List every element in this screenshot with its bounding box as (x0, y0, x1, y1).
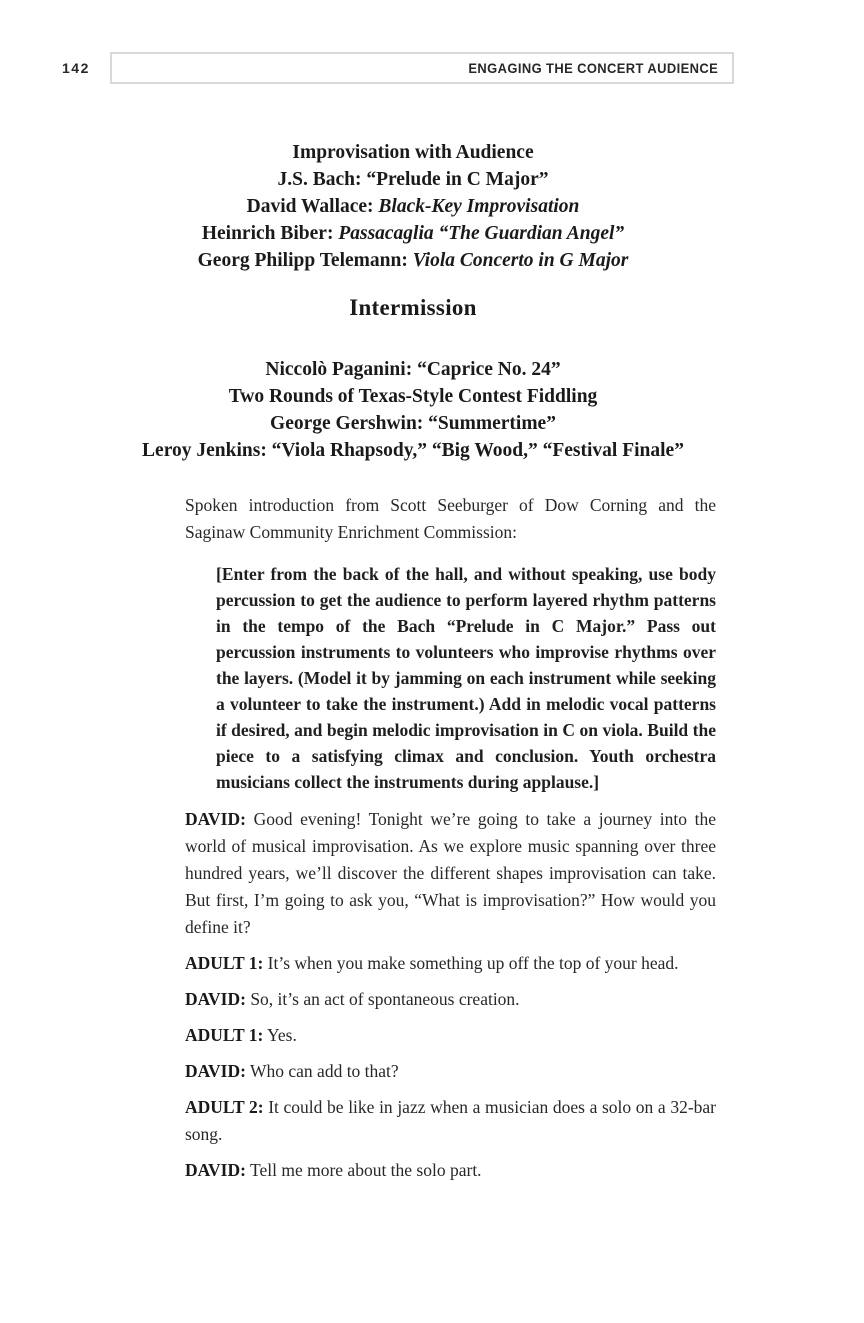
dialogue-text: Who can add to that? (250, 1061, 399, 1081)
program-line: George Gershwin: “Summertime” (270, 413, 556, 434)
speaker-label: ADULT 1: (185, 953, 264, 973)
dialogue-text: So, it’s an act of spontaneous creation. (250, 989, 520, 1009)
dialogue-text: Tell me more about the solo part. (250, 1160, 482, 1180)
dialogue-paragraph (185, 806, 716, 941)
dialogue-paragraph (185, 950, 716, 977)
dialogue-paragraph (185, 1094, 716, 1148)
speaker-label: DAVID: (185, 1160, 246, 1180)
dialogue-paragraph (185, 1022, 716, 1049)
intro-paragraph: Spoken introduction from Scott Seeburger of Dow Corning and the Saginaw Community Enrichment Commission: (185, 495, 716, 542)
body-text-column (185, 492, 716, 1184)
program-line: Two Rounds of Texas-Style Contest Fiddling (228, 386, 598, 407)
speaker-label: ADULT 1: (185, 1025, 264, 1045)
program-part1 (58, 139, 768, 274)
speaker-label: ADULT 2: (185, 1097, 264, 1117)
program-line: David Wallace: Black-Key Improvisation (246, 196, 580, 217)
dialogue-paragraph (185, 1157, 716, 1184)
dialogue-paragraph (185, 1058, 716, 1085)
intermission-heading: Intermission (349, 295, 477, 320)
program-line: Leroy Jenkins: “Viola Rhapsody,” “Big Wood,” “Festival Finale” (142, 440, 684, 461)
dialogue-text: Yes. (267, 1025, 297, 1045)
speaker-label: DAVID: (185, 1061, 246, 1081)
program-line: Improvisation with Audience (292, 142, 534, 163)
dialogue-text: Good evening! Tonight we’re going to take a journey into the world of musical improvisation. As we explore music spanning over three hundred years, we’ll discover the different shapes improvisation can take. But first, I’m going to ask you, “What is improvisation?” How would you define it? (185, 809, 717, 937)
speaker-label: DAVID: (185, 989, 246, 1009)
dialogue-text: It’s when you make something up off the top of your head. (267, 953, 679, 973)
program-line: Heinrich Biber: Passacaglia “The Guardian Angel” (201, 223, 625, 244)
program-line: Niccolò Paganini: “Caprice No. 24” (265, 359, 561, 380)
program-line: Georg Philipp Telemann: Viola Concerto in G Major (197, 250, 629, 271)
speaker-label: DAVID: (185, 809, 246, 829)
stage-direction: [Enter from the back of the hall, and without speaking, use body percussion to get the audience to perform layered rhythm patterns in the tempo of the Bach “Prelude in C Major.” Pass out percussion instruments to volunteers who improvise rhythms over the layers. (Model it by jamming on each instrument while seeking a volunteer to take the instrument.) Add in melodic vocal patterns if desired, and begin melodic improvisation in C on viola. Build the piece to a satisfying climax and conclusion. Youth orchestra musicians collect the instruments during applause.] (216, 564, 716, 792)
program-part2 (58, 356, 768, 464)
page-number: 142 (62, 60, 90, 76)
program-line: J.S. Bach: “Prelude in C Major” (277, 169, 549, 190)
dialogue-paragraph (185, 986, 716, 1013)
dialogue-text: It could be like in jazz when a musician does a solo on a 32-bar song. (185, 1097, 717, 1144)
running-head-box (110, 52, 734, 84)
running-head: ENGAGING THE CONCERT AUDIENCE (468, 60, 718, 76)
